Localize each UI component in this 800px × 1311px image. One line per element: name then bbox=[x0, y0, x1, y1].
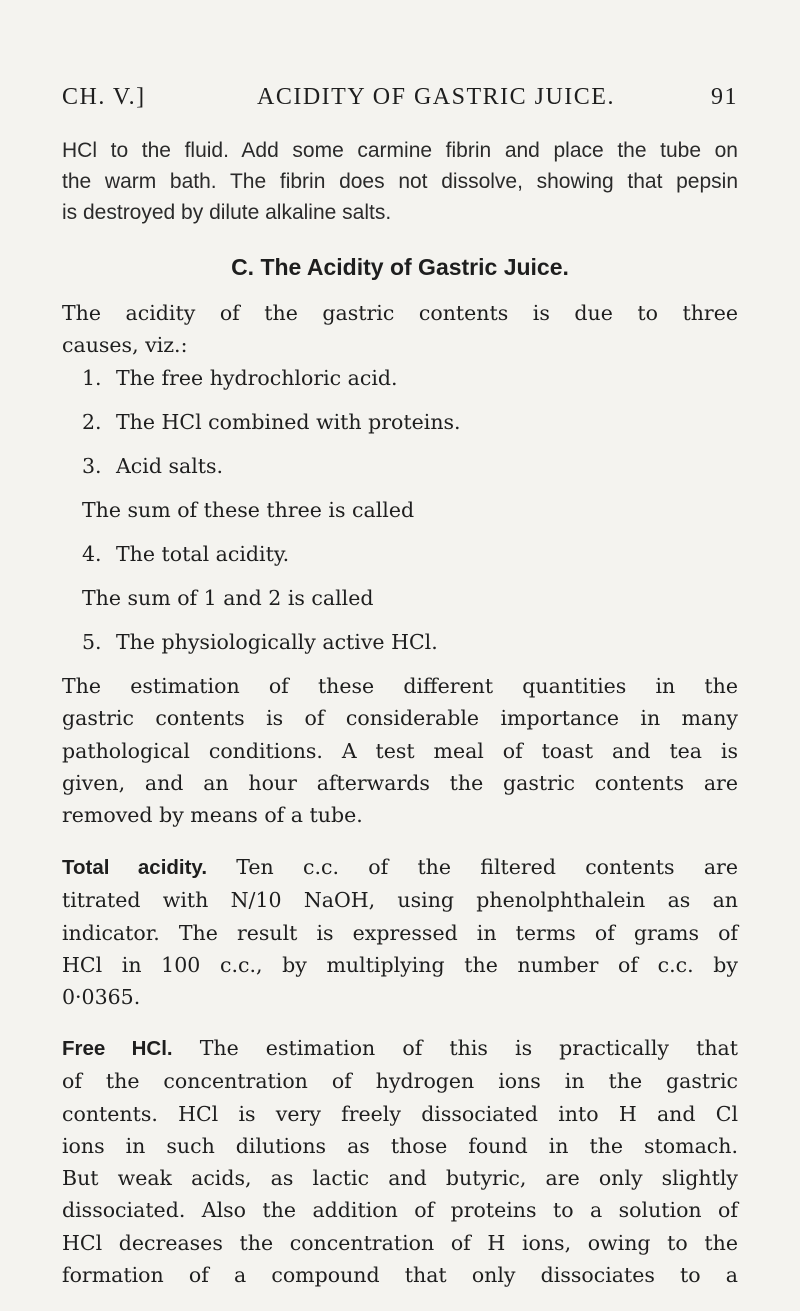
list-text: The physiologically active HCl. bbox=[116, 630, 438, 654]
text-line: titrated with N/10 NaOH, using phenolphthalein as an bbox=[62, 888, 738, 913]
list-item bbox=[82, 626, 738, 658]
text-line: gastric contents is of considerable importance in many bbox=[62, 706, 738, 731]
text-line: 0·0365. bbox=[62, 985, 141, 1010]
text-line: HCl decreases the concentration of H ions, owing to the bbox=[62, 1230, 738, 1255]
text-line: the warm bath. The fibrin does not dissolve, showing that pepsin bbox=[62, 170, 738, 193]
list-text: Acid salts. bbox=[116, 454, 224, 478]
total-acidity-paragraph bbox=[62, 851, 738, 1013]
list-text: The HCl combined with proteins. bbox=[116, 410, 461, 434]
section-title: C. The Acidity of Gastric Juice. bbox=[231, 254, 569, 280]
text-line: contents. HCl is very freely dissociated into H and Cl bbox=[62, 1101, 738, 1126]
text-line bbox=[62, 1032, 738, 1065]
text-line: dissociated. Also the addition of proteins to a solution of bbox=[62, 1198, 738, 1223]
text-run: The estimation of this is practically that bbox=[199, 1036, 739, 1060]
list-text: The free hydrochloric acid. bbox=[116, 366, 398, 390]
running-header bbox=[62, 78, 738, 114]
text-line: of the concentration of hydrogen ions in the gastric bbox=[62, 1069, 738, 1094]
text-line: The estimation of these different quantities in the bbox=[62, 674, 738, 698]
list-item bbox=[82, 538, 738, 570]
sum-two-statement: The sum of 1 and 2 is called bbox=[82, 586, 374, 610]
text-run: Ten c.c. of the filtered contents are bbox=[236, 855, 738, 879]
text-line: ions in such dilutions as those found in the stomach. bbox=[62, 1133, 738, 1158]
text-line: But weak acids, as lactic and butyric, are only slightly bbox=[62, 1166, 738, 1191]
list-number: 5. bbox=[82, 630, 102, 654]
text-line: formation of a compound that only dissociates to a bbox=[62, 1263, 738, 1288]
chapter-label: CH. V.] bbox=[62, 84, 146, 110]
paragraph-lead: Free HCl. bbox=[62, 1037, 173, 1060]
list-number: 2. bbox=[82, 410, 102, 434]
text-line: given, and an hour afterwards the gastric contents are bbox=[62, 770, 738, 795]
text-line: removed by means of a tube. bbox=[62, 803, 363, 828]
list-number: 4. bbox=[82, 542, 102, 566]
text-line: HCl to the fluid. Add some carmine fibrin and place the tube on bbox=[62, 139, 738, 162]
estimation-paragraph bbox=[62, 670, 738, 831]
text-line: HCl in 100 c.c., by multiplying the number of c.c. by bbox=[62, 952, 738, 977]
list-item bbox=[82, 406, 738, 438]
list-item bbox=[82, 362, 738, 394]
list-text: The total acidity. bbox=[116, 542, 290, 566]
text-line bbox=[62, 851, 738, 884]
list-number: 1. bbox=[82, 366, 102, 390]
text-line: is destroyed by dilute alkaline salts. bbox=[62, 201, 392, 224]
intro-paragraph bbox=[62, 135, 738, 228]
acidity-intro-paragraph bbox=[62, 297, 738, 362]
list-number: 3. bbox=[82, 454, 102, 478]
text-line: The acidity of the gastric contents is due to three bbox=[62, 301, 738, 325]
text-line: pathological conditions. A test meal of toast and tea is bbox=[62, 738, 738, 763]
text-line: causes, viz.: bbox=[62, 333, 188, 358]
running-title: ACIDITY OF GASTRIC JUICE. bbox=[257, 84, 615, 110]
text-line: indicator. The result is expressed in terms of grams of bbox=[62, 920, 738, 945]
sum-three-statement: The sum of these three is called bbox=[82, 498, 415, 522]
list-item bbox=[82, 450, 738, 482]
paragraph-lead: Total acidity. bbox=[62, 856, 208, 879]
free-hcl-paragraph bbox=[62, 1032, 738, 1291]
page-number: 91 bbox=[711, 84, 738, 110]
